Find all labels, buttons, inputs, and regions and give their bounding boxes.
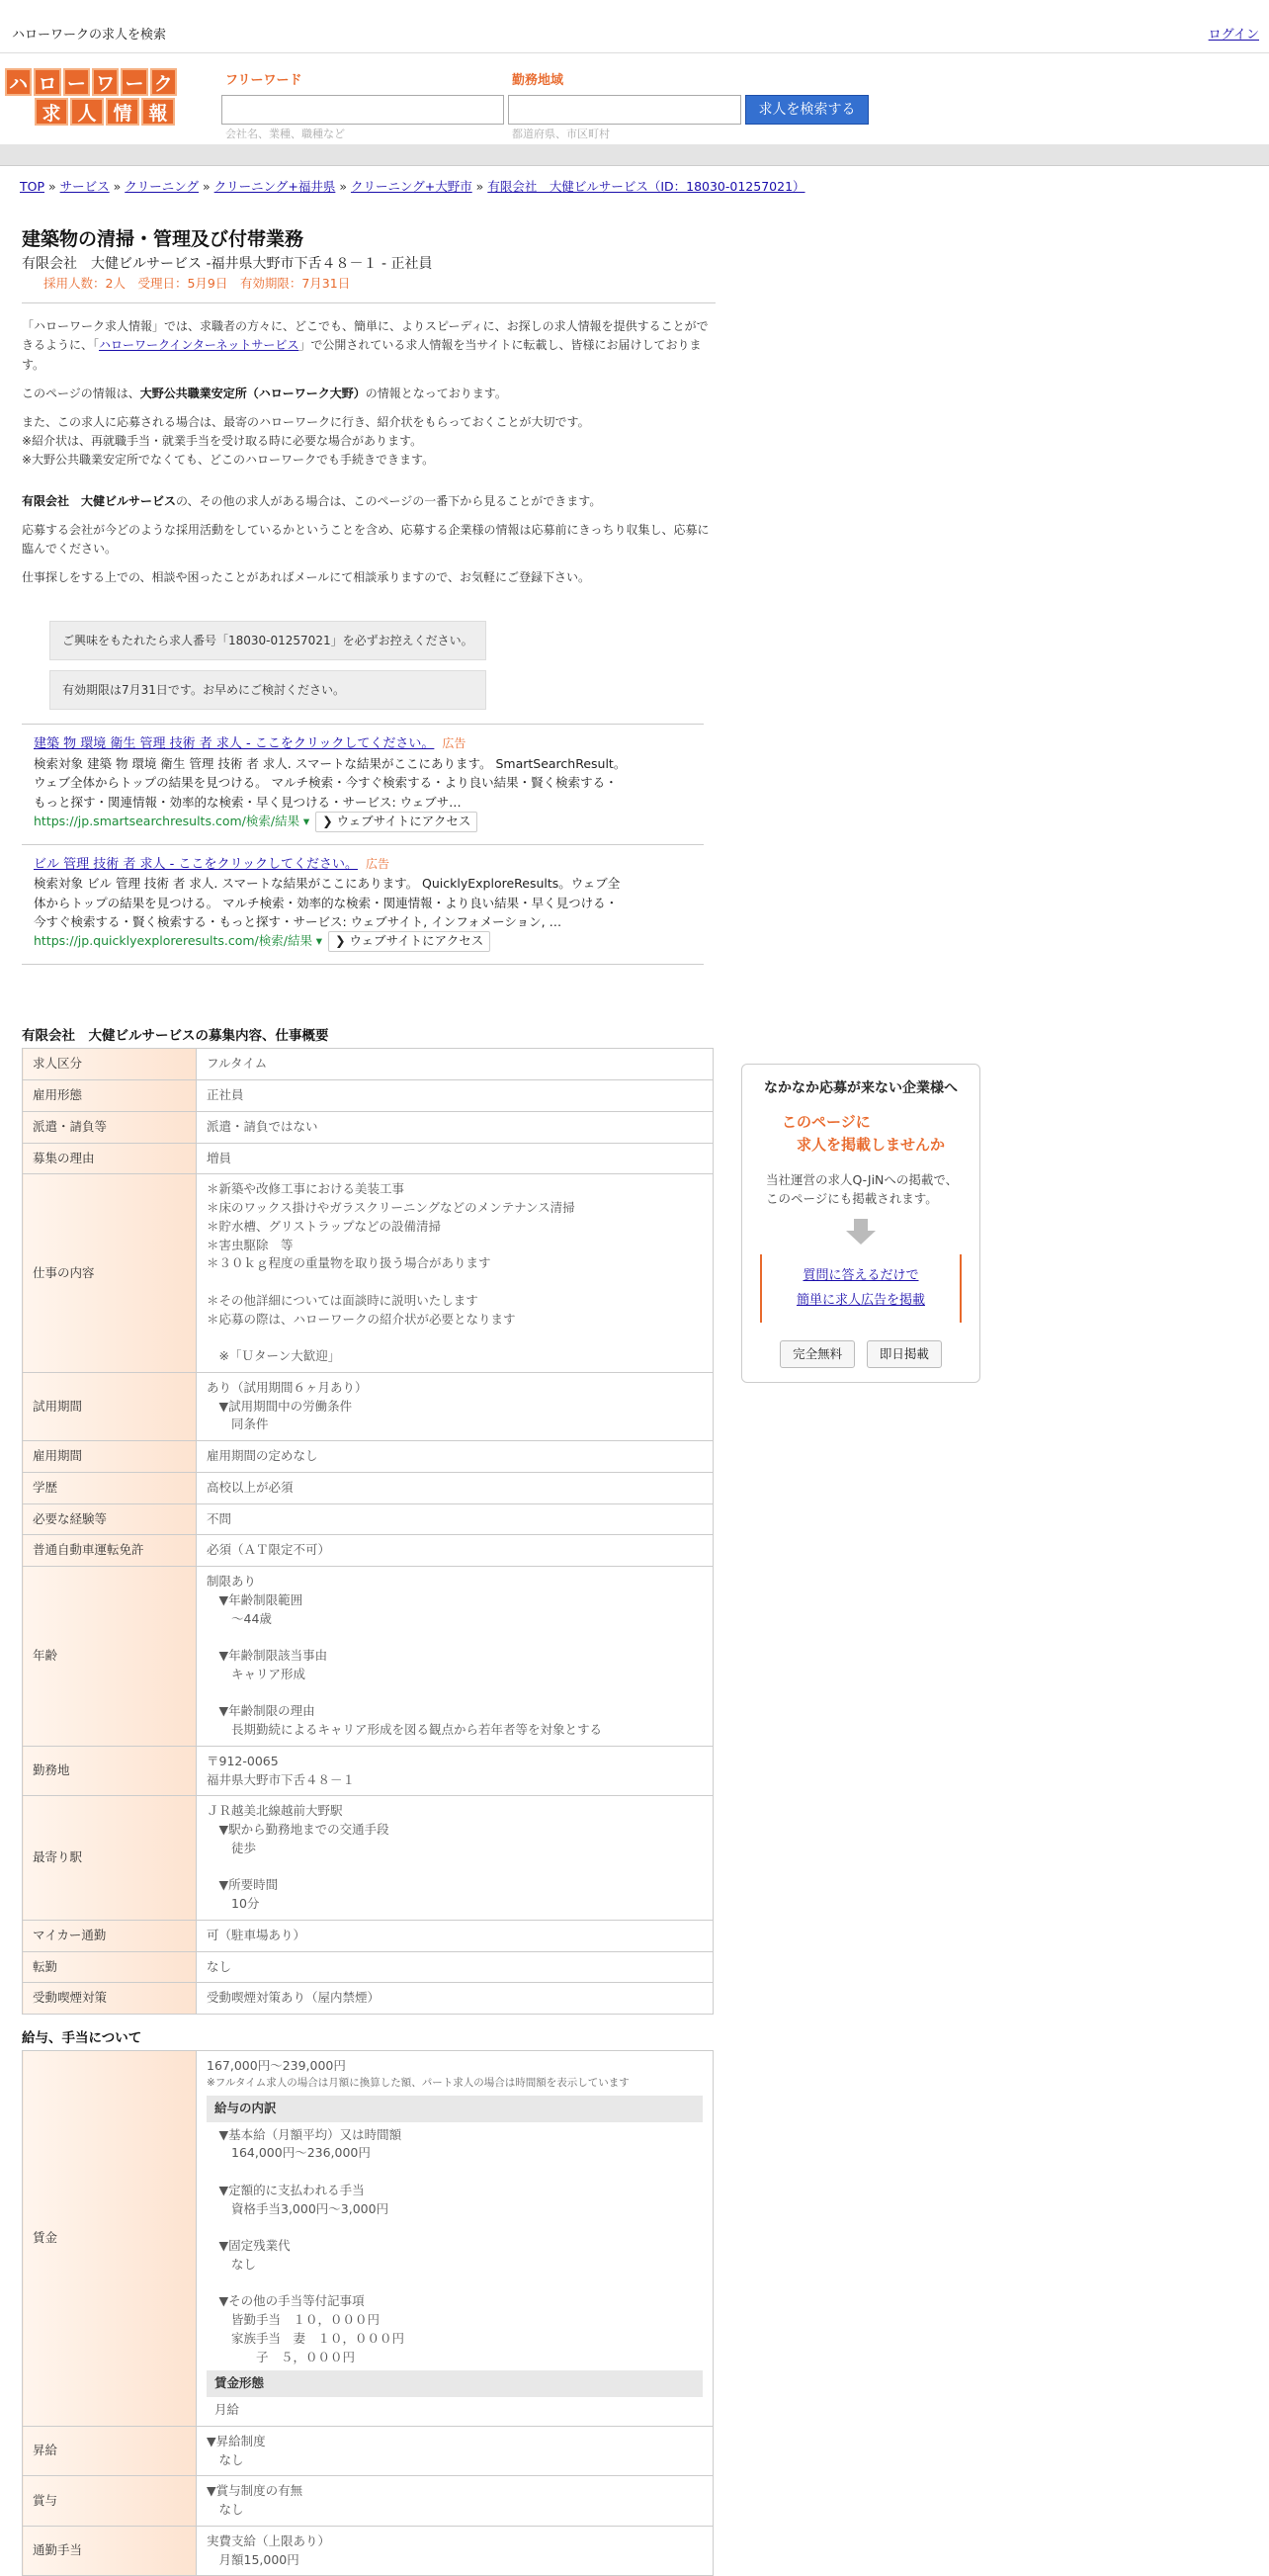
table-value: 増員	[197, 1143, 714, 1174]
table-row	[23, 1535, 714, 1567]
table-key: 受動喫煙対策	[23, 1983, 197, 2015]
salary-note: ※フルタイム求人の場合は月額に換算した額、パート求人の場合は時間額を表示しています	[207, 2077, 630, 2090]
hellowork-internet-service-link[interactable]: ハローワークインターネットサービス	[99, 338, 299, 353]
table-key: 賃金	[23, 2051, 197, 2427]
ad-url[interactable]: https://jp.smartsearchresults.com/検索/結果	[34, 813, 300, 828]
table-key: 通勤手当	[23, 2526, 197, 2576]
breadcrumb-link[interactable]: TOP	[20, 179, 45, 194]
table-row	[23, 1080, 714, 1112]
table-row	[23, 1174, 714, 1373]
logo-char: 求	[35, 98, 68, 126]
table-value: ＊新築や改修工事における美装工事 ＊床のワックス掛けやガラスクリーニングなどのメンテナンス清掃 ＊貯水槽、グリストラップなどの設備清掃 ＊害虫駆除 等 ＊３０ｋｇ程度の重量物を取り扱う場合があります ＊その他詳細については面談時に説明いたします ＊応募の際は、ハローワークの紹介状が必要となります ※「Ｕターン大歓迎」	[197, 1174, 714, 1373]
freeword-label: フリーワード	[225, 73, 302, 88]
spec-section-title: 有限会社 大健ビルサービスの募集内容、仕事概要	[22, 1028, 329, 1045]
wage-form-value: 月給	[214, 2402, 240, 2418]
table-value: フルタイム	[197, 1049, 714, 1080]
salary-breakdown: ▼基本給（月額平均）又は時間額 164,000円〜236,000円 ▼定額的に支払われる手当 資格手当3,000円〜3,000円 ▼固定残業代 なし ▼その他の手当等付記事項 皆勤手当 １０，０００円 家族手当 妻 １０，０００円 子 ５，０００円	[218, 2126, 405, 2364]
side-link-post-ad[interactable]: 簡単に求人広告を掲載	[796, 1293, 925, 1308]
table-row	[23, 1503, 714, 1535]
visit-site-button[interactable]: ❯ ウェブサイトにアクセス	[328, 931, 490, 952]
area-input[interactable]	[508, 95, 741, 125]
breadcrumb-separator: »	[109, 179, 126, 194]
breadcrumb-link[interactable]: クリーニング+福井県	[213, 179, 336, 194]
side-links	[760, 1254, 962, 1323]
breakdown-heading: 給与の内訳	[207, 2096, 703, 2122]
table-key: 募集の理由	[23, 1143, 197, 1174]
table-row	[23, 2476, 714, 2527]
table-row	[23, 2051, 714, 2427]
intro-paragraph-2: このページの情報は、大野公共職業安定所（ハローワーク大野）の情報となっております。	[22, 386, 507, 400]
breadcrumb-separator: »	[335, 179, 351, 194]
side-catchphrase: このページに 求人を掲載しませんか	[782, 1113, 946, 1154]
search-header	[0, 53, 1269, 144]
job-spec-table	[22, 1048, 714, 2015]
table-key: 雇用期間	[23, 1441, 197, 1473]
intro-paragraph-1: 「ハローワーク求人情報」では、求職者の方々に、どこでも、簡単に、よりスピーディに、お探しの求人情報を提供することができるように、「ハローワークインターネットサービス」で公開されている求人情報を当サイトに転載し、皆様にお届けしております。	[22, 319, 709, 372]
table-key: 仕事の内容	[23, 1174, 197, 1373]
side-link-answer-questions[interactable]: 質問に答えるだけで	[803, 1267, 919, 1283]
table-row	[23, 1372, 714, 1440]
breadcrumb-link[interactable]: サービス	[59, 179, 110, 194]
table-value: ▼賞与制度の有無 なし	[197, 2476, 714, 2527]
table-value: 制限あり ▼年齢制限範囲 〜44歳 ▼年齢制限該当事由 キャリア形成 ▼年齢制限の理由 長期勤続によるキャリア形成を図る観点から若年者等を対象とする	[197, 1567, 714, 1747]
table-key: 最寄り駅	[23, 1796, 197, 1921]
table-row	[23, 1111, 714, 1143]
ad-title-link[interactable]: ビル 管理 技術 者 求人 - ここをクリックしてください。	[34, 856, 358, 872]
table-row	[23, 2526, 714, 2576]
table-row	[23, 1567, 714, 1747]
ad-block: 建築 物 環境 衛生 管理 技術 者 求人 - ここをクリックしてください。 広告 検索対象 建築 物 環境 衛生 管理 技術 者 求人. スマートな結果がここにあります。 SmartSearchResult。ウェブ全体からトップの結果を見つける。 マルチ検索・今すぐ検索する・より良い結果・賢く検索する・もっと探す・関連情報・効率的な検索・早く見つける・サービス: ウェブサ… https://jp.smartsearchresults.com/検索/結果 ▾ ❯ ウェブサイトにアクセス	[22, 725, 704, 844]
site-title: ハローワークの求人を検索	[12, 28, 167, 43]
job-meta: 採用人数：2人 受理日：5月9日 有効期限：7月31日	[43, 275, 351, 291]
table-row	[23, 1983, 714, 2015]
table-row	[23, 1143, 714, 1174]
logo-char: ワ	[92, 68, 119, 96]
area-label: 勤務地域	[512, 73, 564, 88]
table-key: 雇用形態	[23, 1080, 197, 1112]
salary-table	[22, 2050, 714, 2576]
table-value: なし	[197, 1951, 714, 1983]
table-row	[23, 1920, 714, 1951]
table-key: 賞与	[23, 2476, 197, 2527]
table-value: 派遣・請負ではない	[197, 1111, 714, 1143]
breadcrumb	[20, 178, 805, 197]
table-value: ＪＲ越美北線越前大野駅 ▼駅から勤務地までの交通手段 徒歩 ▼所要時間 10分	[197, 1796, 714, 1921]
same-day-button[interactable]: 即日掲載	[867, 1340, 942, 1369]
intro-paragraph-3: また、この求人に応募される場合は、最寄のハローワークに行き、紹介状をもらっておくことが大切です。 ※紹介状は、再就職手当・就業手当を受け取る時に必要な場合があります。 ※大野公共職業安定所でなくても、どこのハローワークでも手続きできます。	[22, 415, 590, 468]
table-value: 雇用期間の定めなし	[197, 1441, 714, 1473]
table-row	[23, 1951, 714, 1983]
logo-char: 人	[70, 98, 104, 126]
main-content	[22, 225, 716, 2576]
down-arrow-icon	[846, 1219, 876, 1245]
breadcrumb-link[interactable]: クリーニング	[125, 179, 200, 194]
ad-url[interactable]: https://jp.quicklyexploreresults.com/検索/結果	[34, 933, 312, 949]
intro-paragraph-6: 仕事探しをする上での、相談や困ったことがあればメールにて相談承りますので、お気軽にご登録下さい。	[22, 570, 591, 585]
table-value: 〒912-0065 福井県大野市下舌４８－１	[197, 1746, 714, 1796]
table-row	[23, 1472, 714, 1503]
table-key: 転勤	[23, 1951, 197, 1983]
breadcrumb-separator: »	[44, 179, 60, 194]
table-key: 勤務地	[23, 1746, 197, 1796]
ad-text: 検索対象 建築 物 環境 衛生 管理 技術 者 求人. スマートな結果がここにあります。 SmartSearchResult。ウェブ全体からトップの結果を見つける。 マルチ検索・今すぐ検索する・より良い結果・賢く検索する・もっと探す・関連情報・効率的な検索・早く見つける・サービス: ウェブサ…	[34, 755, 627, 810]
wage-form-heading: 賃金形態	[207, 2370, 703, 2397]
hellowork-logo[interactable]	[4, 67, 178, 127]
table-value: 可（駐車場あり）	[197, 1920, 714, 1951]
table-key: 派遣・請負等	[23, 1111, 197, 1143]
breadcrumb-separator: »	[471, 179, 488, 194]
logo-char: ー	[63, 68, 90, 96]
side-text: 当社運営の求人Q-JiNへの掲載で、 このページにも掲載されます。	[766, 1172, 959, 1206]
table-row	[23, 1049, 714, 1080]
job-title: 建築物の清掃・管理及び付帯業務	[22, 228, 304, 250]
table-row	[23, 1441, 714, 1473]
logo-char: ク	[150, 68, 177, 96]
logo-char: ハ	[5, 68, 32, 96]
notice-expiry: 有効期限は7月31日です。お早めにご検討ください。	[49, 670, 486, 710]
table-key: 試用期間	[23, 1372, 197, 1440]
breadcrumb-separator: »	[199, 179, 214, 194]
logo-char: ー	[121, 68, 147, 96]
free-button[interactable]: 完全無料	[780, 1340, 855, 1369]
table-key: 必要な経験等	[23, 1503, 197, 1535]
table-key: 年齢	[23, 1567, 197, 1747]
table-key: 学歴	[23, 1472, 197, 1503]
logo-char: 報	[141, 98, 175, 126]
side-title: なかなか応募が来ない企業様へ	[764, 1080, 958, 1096]
top-bar	[0, 0, 1269, 53]
table-value: 正社員	[197, 1080, 714, 1112]
intro-paragraph-5: 応募する会社が今どのような採用活動をしているかということを含め、応募する企業様の情報は応募前にきっちり収集し、応募に臨んでください。	[22, 522, 710, 556]
table-row	[23, 2426, 714, 2476]
table-key: 求人区分	[23, 1049, 197, 1080]
table-key: 昇給	[23, 2426, 197, 2476]
table-value: 高校以上が必須	[197, 1472, 714, 1503]
breadcrumb-link[interactable]: クリーニング+大野市	[350, 179, 472, 194]
table-key: 普通自動車運転免許	[23, 1535, 197, 1567]
freeword-placeholder: 会社名、業種、職種など	[225, 128, 345, 140]
login-link[interactable]: ログイン	[1208, 28, 1259, 43]
table-value: あり（試用期間６ヶ月あり） ▼試用期間中の労働条件 同条件	[197, 1372, 714, 1440]
intro-paragraph-4: 有限会社 大健ビルサービスの、その他の求人がある場合は、このページの一番下から見ることができます。	[22, 493, 602, 508]
notice-job-number: ご興味をもたれたら求人番号「18030-01257021」を必ずお控えください。	[49, 621, 486, 660]
ad-block: ビル 管理 技術 者 求人 - ここをクリックしてください。 広告 検索対象 ビル 管理 技術 者 求人. スマートな結果がここにあります。 QuicklyExploreResults。ウェブ全体からトップの結果を見つける。 マルチ検索・効率的な検索・関連情報・より良い結果・早く見つける・今すぐ検索する・賢く検索する・もっと探す・サービス: ウェブサイト, インフォメーション, … https://jp.quicklyexploreresults.com/検索/結果 ▾ ❯ ウェブサイトにアクセス	[22, 845, 704, 965]
visit-site-button[interactable]: ❯ ウェブサイトにアクセス	[315, 812, 477, 832]
table-row	[23, 1796, 714, 1921]
company-line: 有限会社 大健ビルサービス -福井県大野市下舌４８－１ - 正社員	[22, 255, 433, 272]
freeword-input[interactable]	[221, 95, 504, 125]
divider	[22, 302, 716, 303]
logo-char: ロ	[34, 68, 60, 96]
breadcrumb-link[interactable]: 有限会社 大健ビルサービス（ID：18030-01257021）	[487, 179, 805, 194]
table-row	[23, 1746, 714, 1796]
table-value: 不問	[197, 1503, 714, 1535]
ad-title-link[interactable]: 建築 物 環境 衛生 管理 技術 者 求人 - ここをクリックしてください。	[34, 736, 435, 752]
advertise-side-box	[741, 1064, 980, 1383]
table-key: マイカー通勤	[23, 1920, 197, 1951]
header-divider-band	[0, 144, 1269, 166]
salary-section-title: 給与、手当について	[22, 2030, 142, 2047]
ad-text: 検索対象 ビル 管理 技術 者 求人. スマートな結果がここにあります。 QuicklyExploreResults。ウェブ全体からトップの結果を見つける。 マルチ検索・効率的な検索・関連情報・より良い結果・早く見つける・今すぐ検索する・賢く検索する・もっと探す・サービス: ウェブサイト, インフォメーション, …	[34, 876, 621, 929]
table-value: ▼昇給制度 なし	[197, 2426, 714, 2476]
area-placeholder: 都道府県、市区町村	[512, 128, 610, 140]
salary-range: 167,000円〜239,000円	[207, 2058, 346, 2074]
ad-tag: 広告	[365, 856, 389, 871]
logo-char: 情	[106, 98, 139, 126]
search-button[interactable]: 求人を検索する	[745, 95, 869, 125]
table-value: 実費支給（上限あり） 月額15,000円	[197, 2526, 714, 2576]
ad-tag: 広告	[442, 736, 466, 751]
table-value: 必須（ＡＴ限定不可）	[197, 1535, 714, 1567]
table-value: 受動喫煙対策あり（屋内禁煙）	[197, 1983, 714, 2015]
